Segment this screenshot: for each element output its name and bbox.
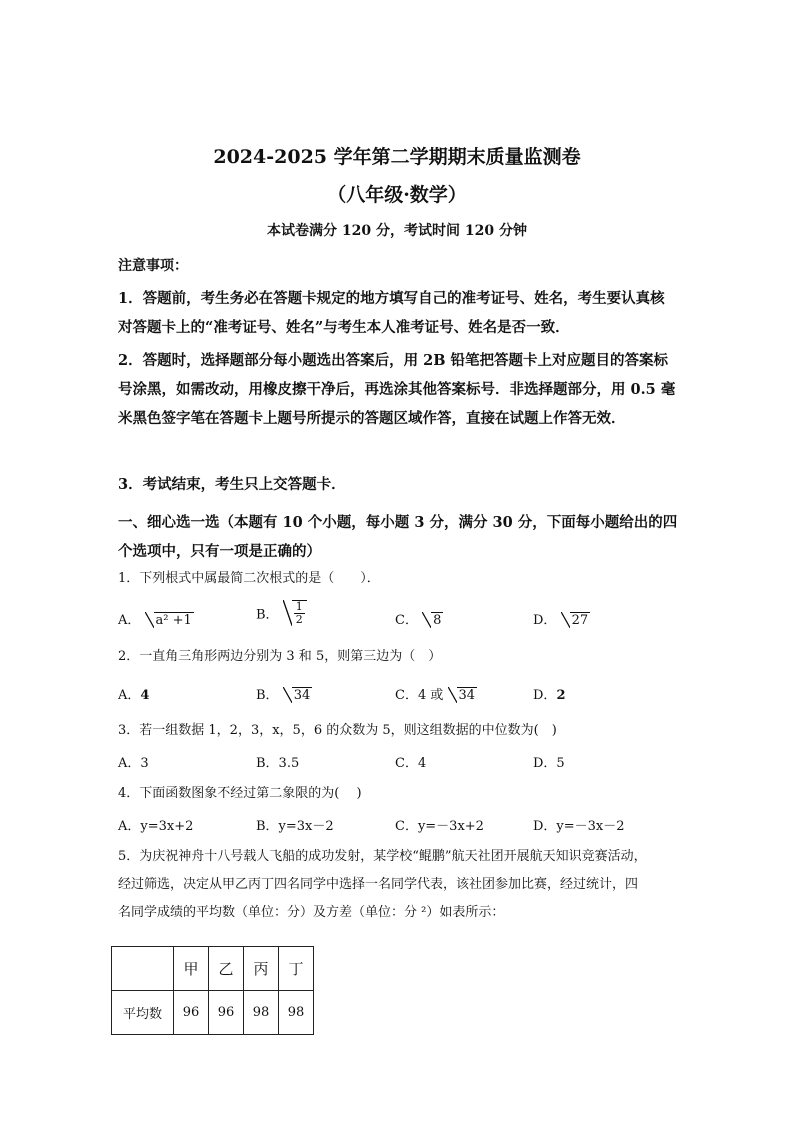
option-label: A． — [118, 613, 141, 628]
sqrt-symbol — [448, 687, 478, 703]
sqrt-symbol — [422, 612, 443, 628]
table-header-cell: 丙 — [244, 947, 279, 991]
option-value: 2 — [556, 688, 566, 703]
table-header-cell: 甲 — [174, 947, 209, 991]
q2-option-a — [118, 684, 149, 703]
q1-option-a — [118, 609, 194, 628]
option-label: D． — [533, 613, 557, 628]
radicand: 27 — [571, 613, 589, 628]
notice-1: 1．答题前，考生务必在答题卡规定的地方填写自己的准考证号、姓名，考生要认真核对答题卡上的“准考证号、姓名”与考生本人准考证号、姓名是否一致． — [118, 290, 665, 336]
q1-option-d — [533, 609, 590, 628]
q4-option-c: C．y=－3x+2 — [395, 819, 484, 834]
q3-option-d: D．5 — [533, 756, 565, 771]
table-row — [112, 991, 314, 1035]
q4-option-b: B．y=3x－2 — [256, 819, 334, 834]
denominator: 2 — [295, 613, 303, 626]
q2-option-d — [533, 684, 565, 703]
radicand: 34 — [293, 688, 311, 703]
table-header-row — [112, 947, 314, 991]
question-5-stem-line-3: 名同学成绩的平均数（单位：分）及方差（单位：分 ²）如表所示： — [118, 905, 505, 920]
section-title: 一、细心选一选（本题有 10 个小题，每小题 3 分，满分 30 分，下面每小题给出的四个选项中，只有一项是正确的） — [118, 514, 678, 560]
option-value: 4 — [140, 688, 150, 703]
sqrt-symbol — [283, 600, 307, 626]
sqrt-symbol — [283, 687, 313, 703]
table-header-cell: 乙 — [209, 947, 244, 991]
radicand: 8 — [433, 613, 442, 628]
radicand: 34 — [458, 688, 476, 703]
table-row-label: 平均数 — [112, 991, 174, 1035]
numerator: 1 — [295, 600, 303, 613]
q4-option-a: A．y=3x+2 — [118, 819, 194, 834]
scores-table — [111, 946, 314, 1035]
notice-heading: 注意事项： — [118, 258, 188, 274]
question-5-stem-line-2: 经过筛选，决定从甲乙丙丁四名同学中选择一名同学代表，该社团参加比赛，经过统计，四 — [118, 877, 639, 892]
table-corner-cell — [112, 947, 174, 991]
table-cell: 98 — [279, 991, 314, 1035]
question-4-stem: 4．下面函数图象不经过第二象限的为( ) — [118, 786, 362, 801]
option-label: C． — [395, 613, 418, 628]
notice-2: 2．答题时，选择题部分每小题选出答案后，用 2B 铅笔把答题卡上对应题目的答案标号涂黑，如需改动，用橡皮擦干净后，再选涂其他答案标号．非选择题部分，用 0.5 毫米黑色签字笔在答题卡上题号所提示的答题区域作答，直接在试题上作答无效． — [118, 352, 676, 427]
option-label: D． — [533, 688, 557, 703]
q1-option-c — [395, 609, 443, 628]
exam-subtitle: （八年级·数学） — [327, 184, 467, 206]
option-value: 4 或 — [417, 688, 444, 703]
q4-option-d: D．y=－3x－2 — [533, 819, 625, 834]
fraction — [294, 601, 305, 626]
q3-option-a: A．3 — [118, 756, 149, 771]
option-label: B． — [256, 607, 279, 623]
exam-title: 2024-2025 学年第二学期期末质量监测卷 — [213, 146, 581, 168]
exam-info: 本试卷满分 120 分，考试时间 120 分钟 — [267, 223, 527, 239]
option-label: A． — [118, 688, 141, 703]
sqrt-symbol — [145, 612, 194, 628]
question-1-stem: 1．下列根式中属最简二次根式的是（ ）． — [118, 571, 380, 586]
radicand: a² +1 — [155, 613, 192, 628]
sqrt-symbol — [561, 612, 591, 628]
option-label: B． — [256, 688, 279, 703]
question-2-stem: 2．一直角三角形两边分别为 3 和 5，则第三边为（ ） — [118, 649, 442, 664]
q1-option-b — [256, 600, 307, 626]
table-cell: 96 — [174, 991, 209, 1035]
table-cell: 98 — [244, 991, 279, 1035]
table-header-cell: 丁 — [279, 947, 314, 991]
q2-option-b — [256, 684, 312, 703]
q3-option-c: C．4 — [395, 756, 427, 771]
q2-option-c — [395, 684, 477, 703]
table-cell: 96 — [209, 991, 244, 1035]
option-label: C． — [395, 688, 418, 703]
question-5-stem-line-1: 5．为庆祝神舟十八号载人飞船的成功发射，某学校“鲲鹏”航天社团开展航天知识竞赛活动， — [118, 849, 647, 864]
question-3-stem: 3．若一组数据 1，2，3，x，5，6 的众数为 5，则这组数据的中位数为( ) — [118, 723, 557, 738]
notice-3: 3．考试结束，考生只上交答题卡． — [118, 476, 346, 493]
q3-option-b: B．3.5 — [256, 756, 300, 771]
